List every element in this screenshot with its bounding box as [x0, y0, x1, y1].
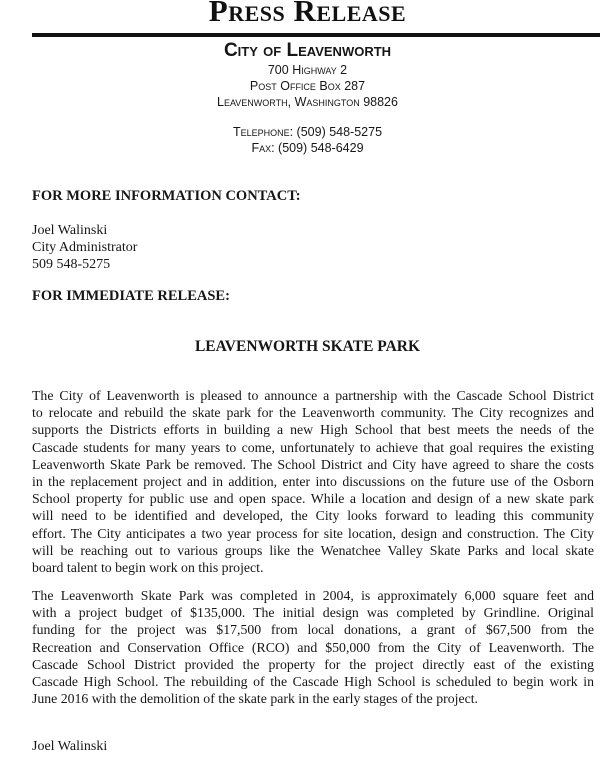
city-name: City of Leavenworth: [223, 40, 392, 61]
press-release-title: Press Release: [208, 0, 407, 28]
release-heading: FOR IMMEDIATE RELEASE:: [32, 288, 230, 304]
paragraph-2-line: Recreation and Conservation Office (RCO) and $50,000 from the City of Leavenworth. The: [32, 639, 594, 655]
paragraph-1-line: board talent to begin work on this project.: [32, 560, 264, 576]
paragraph-1-line: in the replacement project and in addition, enter into discussions on the future use of the Osborn: [32, 474, 594, 490]
paragraph-2-line: June 2016 with the demolition of the skate park in the early stages of the project.: [32, 691, 478, 707]
paragraph-2-line: funding for the project was $17,500 from local donations, a grant of $67,500 from the: [32, 622, 594, 638]
address-line-city-state: Leavenworth, Washington 98826: [217, 95, 398, 109]
fax-line: Fax: (509) 548-6429: [251, 141, 364, 155]
paragraph-2-line: with a project budget of $135,000. The initial design was completed by Grindline. Original: [32, 605, 594, 621]
paragraph-2-line: The Leavenworth Skate Park was completed in 2004, is approximately 6,000 square feet and: [32, 588, 594, 603]
contact-phone: 509 548-5275: [32, 257, 111, 272]
address-line-po-box: Post Office Box 287: [249, 79, 366, 93]
paragraph-1-line: School property for public use and open space. While a location and design of a new skate park: [32, 491, 594, 507]
article-paragraph-2: [32, 587, 594, 707]
paragraph-2-line: Cascade School District provided the property for the project directly east of the existing: [32, 656, 594, 672]
paragraph-1-line: to relocate and rebuild the skate park for the Leavenworth community. The City recognizes and: [32, 405, 594, 421]
paragraph-1-line: Leavenworth Skate Park be removed. The School District and City have agreed to share the costs: [32, 456, 594, 472]
contact-role: City Administrator: [32, 240, 138, 255]
address-line-street: 700 Highway 2: [267, 63, 348, 77]
signature-name: Joel Walinski: [32, 739, 108, 754]
paragraph-1-line: will need to be identified and developed, the City looks forward to leading this community: [32, 508, 594, 524]
paragraph-1-line: effort. The City anticipates a two year process for site location, design and construction. The City: [32, 525, 594, 541]
article-headline: LEAVENWORTH SKATE PARK: [194, 338, 421, 355]
paragraph-1-line: will be reaching out to various groups like the Wenatchee Valley Skate Parks and local skate: [32, 542, 594, 558]
header-divider: [32, 33, 600, 37]
contact-heading: FOR MORE INFORMATION CONTACT:: [32, 188, 301, 204]
paragraph-2-line: Cascade High School. The rebuilding of the Cascade High School is scheduled to begin work in: [32, 674, 594, 690]
paragraph-1-line: supports the Districts efforts in building a new High School that best meets the needs of the: [32, 422, 594, 438]
article-paragraph-1: [32, 387, 594, 576]
paragraph-1-line: The City of Leavenworth is pleased to announce a partnership with the Cascade School District: [32, 388, 594, 403]
paragraph-1-line: Cascade students for many years to come, unfortunately to achieve that goal requires the existing: [32, 439, 594, 455]
contact-name: Joel Walinski: [32, 223, 108, 238]
telephone-line: Telephone: (509) 548-5275: [232, 125, 383, 139]
